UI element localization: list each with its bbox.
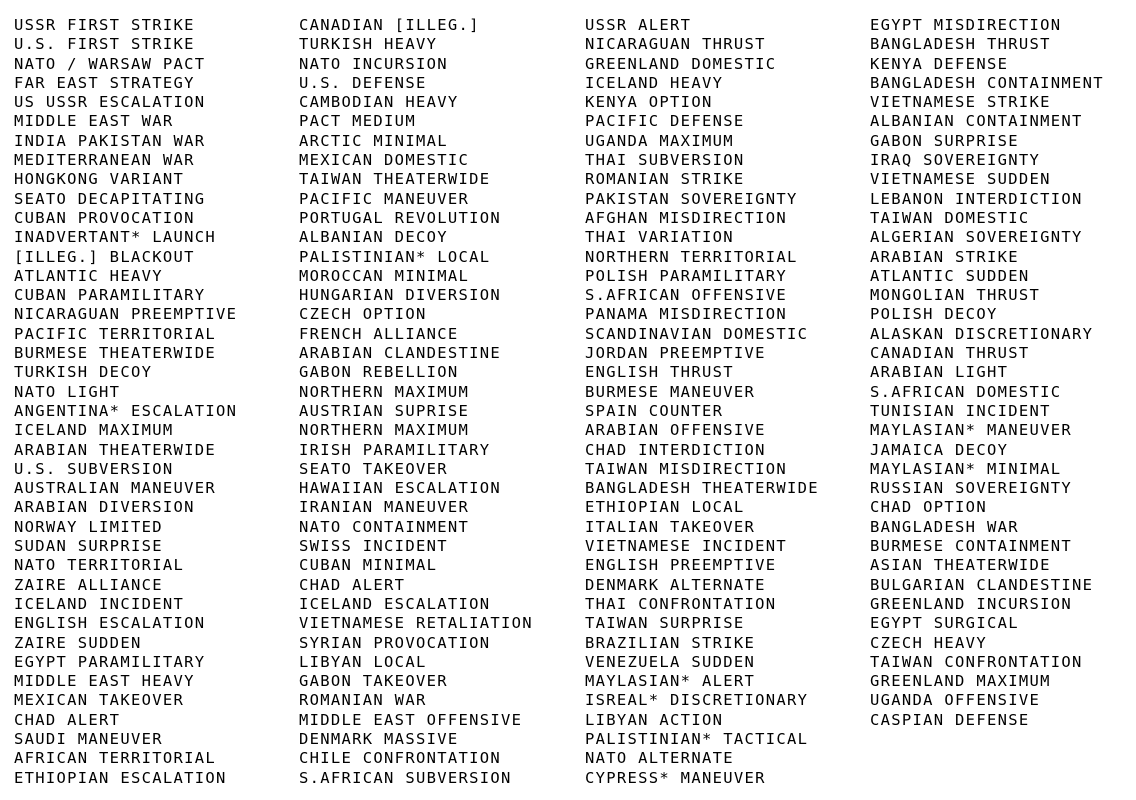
scenario-item[interactable]: CHAD ALERT [14, 710, 121, 729]
scenario-item[interactable]: POLISH PARAMILITARY [585, 266, 788, 285]
scenario-item[interactable]: CANADIAN [ILLEG.] [299, 16, 480, 34]
scenario-item[interactable]: EGYPT SURGICAL [870, 614, 1019, 633]
scenario-item[interactable]: TURKISH DECOY [14, 363, 153, 382]
scenario-item[interactable]: IRAQ SOVEREIGNTY [870, 151, 1041, 170]
scenario-column-3 [585, 16, 819, 788]
scenario-column-4 [870, 16, 1104, 730]
scenario-item[interactable]: ARABIAN CLANDESTINE [299, 344, 502, 363]
scenario-item[interactable]: ISREAL* DISCRETIONARY [585, 691, 809, 710]
scenario-item[interactable]: MAYLASIAN* MANEUVER [870, 421, 1073, 440]
scenario-item[interactable]: SUDAN SURPRISE [14, 537, 163, 556]
scenario-column-2 [299, 16, 533, 788]
scenario-item[interactable]: BRAZILIAN STRIKE [585, 633, 756, 652]
scenario-item[interactable]: THAI VARIATION [585, 228, 734, 247]
scenario-item[interactable]: NORTHERN MAXIMUM [299, 382, 470, 401]
scenario-item[interactable]: SEATO TAKEOVER [299, 459, 448, 478]
scenario-item[interactable]: EGYPT PARAMILITARY [14, 652, 206, 671]
scenario-item[interactable]: TUNISIAN INCIDENT [870, 401, 1051, 420]
scenario-item[interactable]: NICARAGUAN THRUST [585, 35, 766, 54]
scenario-item[interactable]: NATO LIGHT [14, 382, 121, 401]
scenario-item[interactable]: ROMANIAN STRIKE [585, 170, 745, 189]
scenario-item[interactable]: MEDITERRANEAN WAR [14, 151, 195, 170]
scenario-item[interactable]: GABON TAKEOVER [299, 672, 448, 691]
scenario-item[interactable]: JAMAICA DECOY [870, 440, 1009, 459]
scenario-item[interactable]: USSR ALERT [585, 16, 692, 34]
scenario-item[interactable]: NATO TERRITORIAL [14, 556, 185, 575]
scenario-item[interactable]: CHAD ALERT [299, 575, 406, 594]
scenario-item[interactable]: HONGKONG VARIANT [14, 170, 185, 189]
scenario-item[interactable]: CHILE CONFRONTATION [299, 749, 502, 768]
scenario-item[interactable]: BANGLADESH THEATERWIDE [585, 479, 819, 498]
scenario-item[interactable]: CASPIAN DEFENSE [870, 710, 1030, 729]
scenario-item[interactable]: GREENLAND DOMESTIC [585, 54, 777, 73]
scenario-item[interactable]: JORDAN PREEMPTIVE [585, 344, 766, 363]
scenario-item[interactable]: ZAIRE ALLIANCE [14, 575, 163, 594]
scenario-item[interactable]: ARABIAN DIVERSION [14, 498, 195, 517]
scenario-item[interactable]: BURMESE THEATERWIDE [14, 344, 217, 363]
scenario-item[interactable]: CHAD OPTION [870, 498, 987, 517]
scenario-item[interactable]: BURMESE CONTAINMENT [870, 537, 1073, 556]
scenario-item[interactable]: MEXICAN TAKEOVER [14, 691, 185, 710]
scenario-item[interactable]: ARABIAN LIGHT [870, 363, 1009, 382]
scenario-item[interactable]: LEBANON INTERDICTION [870, 189, 1083, 208]
scenario-item[interactable]: ICELAND ESCALATION [299, 594, 491, 613]
scenario-item[interactable]: THAI SUBVERSION [585, 151, 745, 170]
scenario-item[interactable]: PALISTINIAN* LOCAL [299, 247, 491, 266]
scenario-item[interactable]: PANAMA MISDIRECTION [585, 305, 788, 324]
scenario-item[interactable]: KENYA OPTION [585, 93, 713, 112]
scenario-item[interactable]: INDIA PAKISTAN WAR [14, 131, 206, 150]
scenario-item[interactable]: MIDDLE EAST WAR [14, 112, 174, 131]
scenario-item[interactable]: SCANDINAVIAN DOMESTIC [585, 324, 809, 343]
scenario-item[interactable]: VENEZUELA SUDDEN [585, 652, 756, 671]
scenario-item[interactable]: GABON REBELLION [299, 363, 459, 382]
scenario-item[interactable]: BANGLADESH WAR [870, 517, 1019, 536]
scenario-item[interactable]: TAIWAN THEATERWIDE [299, 170, 491, 189]
scenario-item[interactable]: VIETNAMESE RETALIATION [299, 614, 533, 633]
scenario-item[interactable]: VIETNAMESE INCIDENT [585, 537, 788, 556]
scenario-item[interactable]: MEXICAN DOMESTIC [299, 151, 470, 170]
scenario-item[interactable]: VIETNAMESE STRIKE [870, 93, 1051, 112]
scenario-item[interactable]: TAIWAN CONFRONTATION [870, 652, 1083, 671]
scenario-item[interactable]: HAWAIIAN ESCALATION [299, 479, 502, 498]
scenario-item[interactable]: AUSTRIAN SUPRISE [299, 401, 470, 420]
scenario-item[interactable]: ARABIAN STRIKE [870, 247, 1019, 266]
scenario-item[interactable]: AUSTRALIAN MANEUVER [14, 479, 217, 498]
scenario-item[interactable]: SEATO DECAPITATING [14, 189, 206, 208]
scenario-item[interactable]: ETHIOPIAN ESCALATION [14, 768, 227, 787]
scenario-item[interactable]: CZECH HEAVY [870, 633, 987, 652]
scenario-item[interactable]: ARABIAN OFFENSIVE [585, 421, 766, 440]
scenario-item[interactable]: UGANDA MAXIMUM [585, 131, 734, 150]
scenario-item[interactable]: SWISS INCIDENT [299, 537, 448, 556]
scenario-item[interactable]: U.S. FIRST STRIKE [14, 35, 195, 54]
scenario-item[interactable]: SAUDI MANEUVER [14, 729, 163, 748]
scenario-item[interactable]: ETHIOPIAN LOCAL [585, 498, 745, 517]
scenario-item[interactable]: TAIWAN MISDIRECTION [585, 459, 788, 478]
scenario-item[interactable]: ATLANTIC SUDDEN [870, 266, 1030, 285]
scenario-item[interactable]: IRISH PARAMILITARY [299, 440, 491, 459]
scenario-item[interactable]: FAR EAST STRATEGY [14, 73, 195, 92]
scenario-item[interactable]: TURKISH HEAVY [299, 35, 438, 54]
scenario-item[interactable]: MIDDLE EAST OFFENSIVE [299, 710, 523, 729]
scenario-item[interactable]: U.S. SUBVERSION [14, 459, 174, 478]
scenario-item[interactable]: ARABIAN THEATERWIDE [14, 440, 217, 459]
scenario-item[interactable]: RUSSIAN SOVEREIGNTY [870, 479, 1073, 498]
scenario-item[interactable]: ALBANIAN DECOY [299, 228, 448, 247]
scenario-item[interactable]: CHAD INTERDICTION [585, 440, 766, 459]
scenario-item[interactable]: GABON SURPRISE [870, 131, 1019, 150]
scenario-item[interactable]: NATO / WARSAW PACT [14, 54, 206, 73]
scenario-item[interactable]: MIDDLE EAST HEAVY [14, 672, 195, 691]
scenario-item[interactable]: DENMARK MASSIVE [299, 729, 459, 748]
scenario-column-1 [14, 16, 237, 788]
scenario-item[interactable]: THAI CONFRONTATION [585, 594, 777, 613]
scenario-item[interactable]: UGANDA OFFENSIVE [870, 691, 1041, 710]
scenario-item[interactable]: CANADIAN THRUST [870, 344, 1030, 363]
scenario-item[interactable]: NICARAGUAN PREEMPTIVE [14, 305, 238, 324]
scenario-item[interactable]: NATO INCURSION [299, 54, 448, 73]
scenario-item[interactable]: S.AFRICAN DOMESTIC [870, 382, 1062, 401]
scenario-item[interactable]: BULGARIAN CLANDESTINE [870, 575, 1094, 594]
scenario-item[interactable]: U.S. DEFENSE [299, 73, 427, 92]
scenario-item[interactable]: S.AFRICAN OFFENSIVE [585, 286, 788, 305]
scenario-item[interactable]: BURMESE MANEUVER [585, 382, 756, 401]
scenario-item[interactable]: ENGLISH ESCALATION [14, 614, 206, 633]
scenario-item[interactable]: LIBYAN ACTION [585, 710, 724, 729]
scenario-item[interactable]: ICELAND MAXIMUM [14, 421, 174, 440]
scenario-item[interactable]: ALBANIAN CONTAINMENT [870, 112, 1083, 131]
scenario-item[interactable]: NORTHERN MAXIMUM [299, 421, 470, 440]
scenario-item[interactable]: NATO CONTAINMENT [299, 517, 470, 536]
scenario-item[interactable]: BANGLADESH THRUST [870, 35, 1051, 54]
scenario-item[interactable]: PACIFIC TERRITORIAL [14, 324, 217, 343]
scenario-item[interactable]: CUBAN PARAMILITARY [14, 286, 206, 305]
scenario-item[interactable]: NATO ALTERNATE [585, 749, 734, 768]
scenario-item[interactable]: IRANIAN MANEUVER [299, 498, 470, 517]
scenario-item[interactable]: ENGLISH THRUST [585, 363, 734, 382]
scenario-item[interactable]: PACT MEDIUM [299, 112, 416, 131]
scenario-item[interactable]: ZAIRE SUDDEN [14, 633, 142, 652]
scenario-item[interactable]: CUBAN PROVOCATION [14, 208, 195, 227]
scenario-item[interactable]: CUBAN MINIMAL [299, 556, 438, 575]
scenario-item[interactable]: ITALIAN TAKEOVER [585, 517, 756, 536]
scenario-item[interactable]: MAYLASIAN* ALERT [585, 672, 756, 691]
scenario-item[interactable]: NORTHERN TERRITORIAL [585, 247, 798, 266]
scenario-item[interactable]: ENGLISH PREEMPTIVE [585, 556, 777, 575]
scenario-item[interactable]: PALISTINIAN* TACTICAL [585, 729, 809, 748]
scenario-item[interactable]: ALGERIAN SOVEREIGNTY [870, 228, 1083, 247]
scenario-item[interactable]: POLISH DECOY [870, 305, 998, 324]
scenario-item[interactable]: ICELAND HEAVY [585, 73, 724, 92]
scenario-item[interactable]: DENMARK ALTERNATE [585, 575, 766, 594]
scenario-item[interactable]: SYRIAN PROVOCATION [299, 633, 491, 652]
scenario-item[interactable]: ATLANTIC HEAVY [14, 266, 163, 285]
scenario-item[interactable]: ICELAND INCIDENT [14, 594, 185, 613]
scenario-item[interactable]: ANGENTINA* ESCALATION [14, 401, 238, 420]
scenario-item[interactable]: KENYA DEFENSE [870, 54, 1009, 73]
scenario-item[interactable]: MOROCCAN MINIMAL [299, 266, 470, 285]
scenario-item[interactable]: ALASKAN DISCRETIONARY [870, 324, 1094, 343]
scenario-item[interactable]: PORTUGAL REVOLUTION [299, 208, 502, 227]
scenario-item[interactable]: INADVERTANT* LAUNCH [14, 228, 217, 247]
scenario-item[interactable]: ROMANIAN WAR [299, 691, 427, 710]
scenario-item[interactable]: PACIFIC DEFENSE [585, 112, 745, 131]
scenario-item[interactable]: TAIWAN SURPRISE [585, 614, 745, 633]
scenario-item[interactable]: AFGHAN MISDIRECTION [585, 208, 788, 227]
scenario-item[interactable]: MONGOLIAN THRUST [870, 286, 1041, 305]
scenario-item[interactable]: ASIAN THEATERWIDE [870, 556, 1051, 575]
scenario-item[interactable]: SPAIN COUNTER [585, 401, 724, 420]
scenario-item[interactable]: CZECH OPTION [299, 305, 427, 324]
scenario-item[interactable]: PAKISTAN SOVEREIGNTY [585, 189, 798, 208]
scenario-item[interactable]: PACIFIC MANEUVER [299, 189, 470, 208]
scenario-item[interactable]: HUNGARIAN DIVERSION [299, 286, 502, 305]
scenario-item[interactable]: CYPRESS* MANEUVER [585, 768, 766, 787]
scenario-item[interactable]: MAYLASIAN* MINIMAL [870, 459, 1062, 478]
scenario-item[interactable]: BANGLADESH CONTAINMENT [870, 73, 1104, 92]
scenario-item[interactable]: TAIWAN DOMESTIC [870, 208, 1030, 227]
scenario-item[interactable]: CAMBODIAN HEAVY [299, 93, 459, 112]
scenario-item[interactable]: LIBYAN LOCAL [299, 652, 427, 671]
scenario-item[interactable]: US USSR ESCALATION [14, 93, 206, 112]
scenario-item[interactable]: NORWAY LIMITED [14, 517, 163, 536]
scenario-item[interactable]: FRENCH ALLIANCE [299, 324, 459, 343]
scenario-item[interactable]: S.AFRICAN SUBVERSION [299, 768, 512, 787]
scenario-item[interactable]: USSR FIRST STRIKE [14, 16, 195, 34]
scenario-item[interactable]: GREENLAND INCURSION [870, 594, 1073, 613]
scenario-item[interactable]: ARCTIC MINIMAL [299, 131, 448, 150]
scenario-item[interactable]: VIETNAMESE SUDDEN [870, 170, 1051, 189]
scenario-item[interactable]: AFRICAN TERRITORIAL [14, 749, 217, 768]
scenario-item[interactable]: EGYPT MISDIRECTION [870, 16, 1062, 34]
scenario-item[interactable]: [ILLEG.] BLACKOUT [14, 247, 195, 266]
scenario-item[interactable]: GREENLAND MAXIMUM [870, 672, 1051, 691]
